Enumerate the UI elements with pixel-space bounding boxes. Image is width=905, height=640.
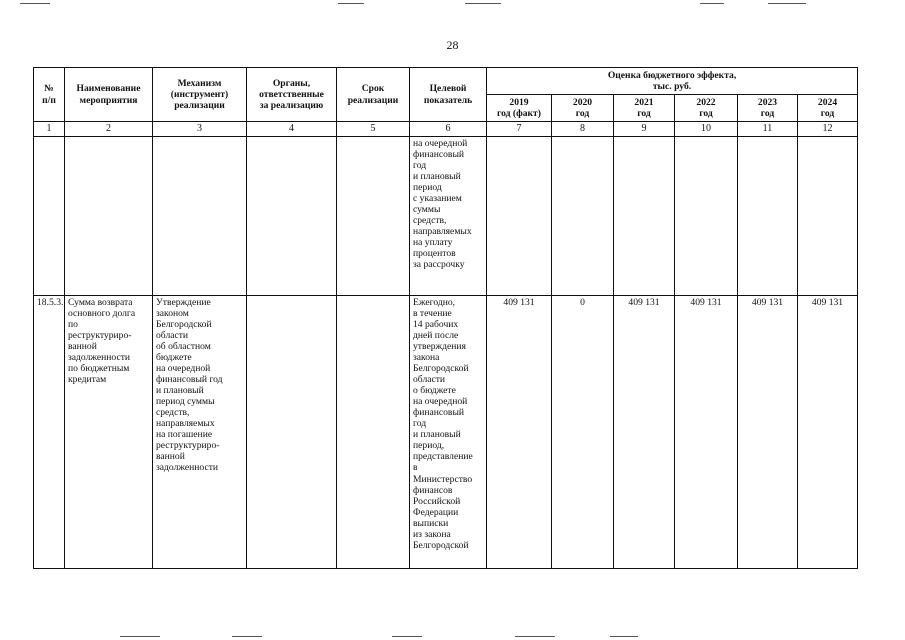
header-year-2021: 2021 год xyxy=(614,95,675,122)
scan-edge-mark xyxy=(610,636,638,637)
value-2020: 0 xyxy=(552,296,614,569)
header-num: № п/п xyxy=(34,68,65,122)
row-measure-name: Сумма возврата основного долга по реструктуриро- ванной задолженности по бюджетным кредитам xyxy=(65,296,153,569)
scan-edge-mark xyxy=(232,636,262,637)
row-18-5-3 xyxy=(34,296,858,569)
column-number: 3 xyxy=(153,122,247,137)
row-responsible-bodies xyxy=(247,296,337,569)
empty-cell xyxy=(247,137,337,296)
header-name: Наименование мероприятия xyxy=(65,68,153,122)
header-year-2020: 2020 год xyxy=(552,95,614,122)
value-2024: 409 131 xyxy=(798,296,858,569)
continuation-indicator: на очередной финансовый год и плановый период с указанием суммы средств, направляемых на уплату процентов за рассрочку xyxy=(410,137,487,296)
header-row-1 xyxy=(34,68,858,95)
header-year-2022: 2022 год xyxy=(675,95,738,122)
header-year-2019: 2019 год (факт) xyxy=(487,95,552,122)
empty-cell xyxy=(65,137,153,296)
scan-edge-mark xyxy=(515,636,555,637)
budget-effect-table xyxy=(33,67,858,569)
empty-cell xyxy=(34,137,65,296)
scan-edge-mark xyxy=(768,3,806,4)
value-2021: 409 131 xyxy=(614,296,675,569)
scan-edge-mark xyxy=(338,3,364,4)
column-number: 10 xyxy=(675,122,738,137)
value-2022: 409 131 xyxy=(675,296,738,569)
empty-cell xyxy=(738,137,798,296)
column-number: 7 xyxy=(487,122,552,137)
column-number: 8 xyxy=(552,122,614,137)
empty-cell xyxy=(337,137,410,296)
empty-cell xyxy=(614,137,675,296)
row-term xyxy=(337,296,410,569)
empty-cell xyxy=(487,137,552,296)
header-year-2024: 2024 год xyxy=(798,95,858,122)
value-2019: 409 131 xyxy=(487,296,552,569)
row-code: 18.5.3. xyxy=(34,296,65,569)
empty-cell xyxy=(675,137,738,296)
column-number: 11 xyxy=(738,122,798,137)
header-budget-effect: Оценка бюджетного эффекта, тыс. руб. xyxy=(487,68,858,95)
continuation-row xyxy=(34,137,858,296)
scan-edge-mark xyxy=(20,3,50,4)
column-number: 12 xyxy=(798,122,858,137)
column-number: 4 xyxy=(247,122,337,137)
header-indicator: Целевой показатель xyxy=(410,68,487,122)
scan-edge-mark xyxy=(700,3,724,4)
header-term: Срок реализации xyxy=(337,68,410,122)
row-mechanism: Утверждение законом Белгородской области об областном бюджете на очередной финансовый год и плановый период суммы средств, направляемых на погашение реструктуриро- ванной задолженности xyxy=(153,296,247,569)
empty-cell xyxy=(798,137,858,296)
scan-edge-mark xyxy=(465,3,501,4)
value-2023: 409 131 xyxy=(738,296,798,569)
header-mechanism: Механизм (инструмент) реализации xyxy=(153,68,247,122)
column-number: 2 xyxy=(65,122,153,137)
header-responsible-bodies: Органы, ответственные за реализацию xyxy=(247,68,337,122)
column-number: 6 xyxy=(410,122,487,137)
header-year-2023: 2023 год xyxy=(738,95,798,122)
column-number: 5 xyxy=(337,122,410,137)
page-number: 28 xyxy=(446,38,459,52)
column-numbers-row xyxy=(34,122,858,137)
empty-cell xyxy=(153,137,247,296)
scan-edge-mark xyxy=(120,636,160,637)
column-number: 1 xyxy=(34,122,65,137)
empty-cell xyxy=(552,137,614,296)
row-indicator: Ежегодно, в течение 14 рабочих дней после утверждения закона Белгородской области о бюджете на очередной финансовый год и плановый период, представление в Министерство финансов Российской Федерации выписки из закона Белгородской xyxy=(410,296,487,569)
column-number: 9 xyxy=(614,122,675,137)
scan-edge-mark xyxy=(392,636,422,637)
